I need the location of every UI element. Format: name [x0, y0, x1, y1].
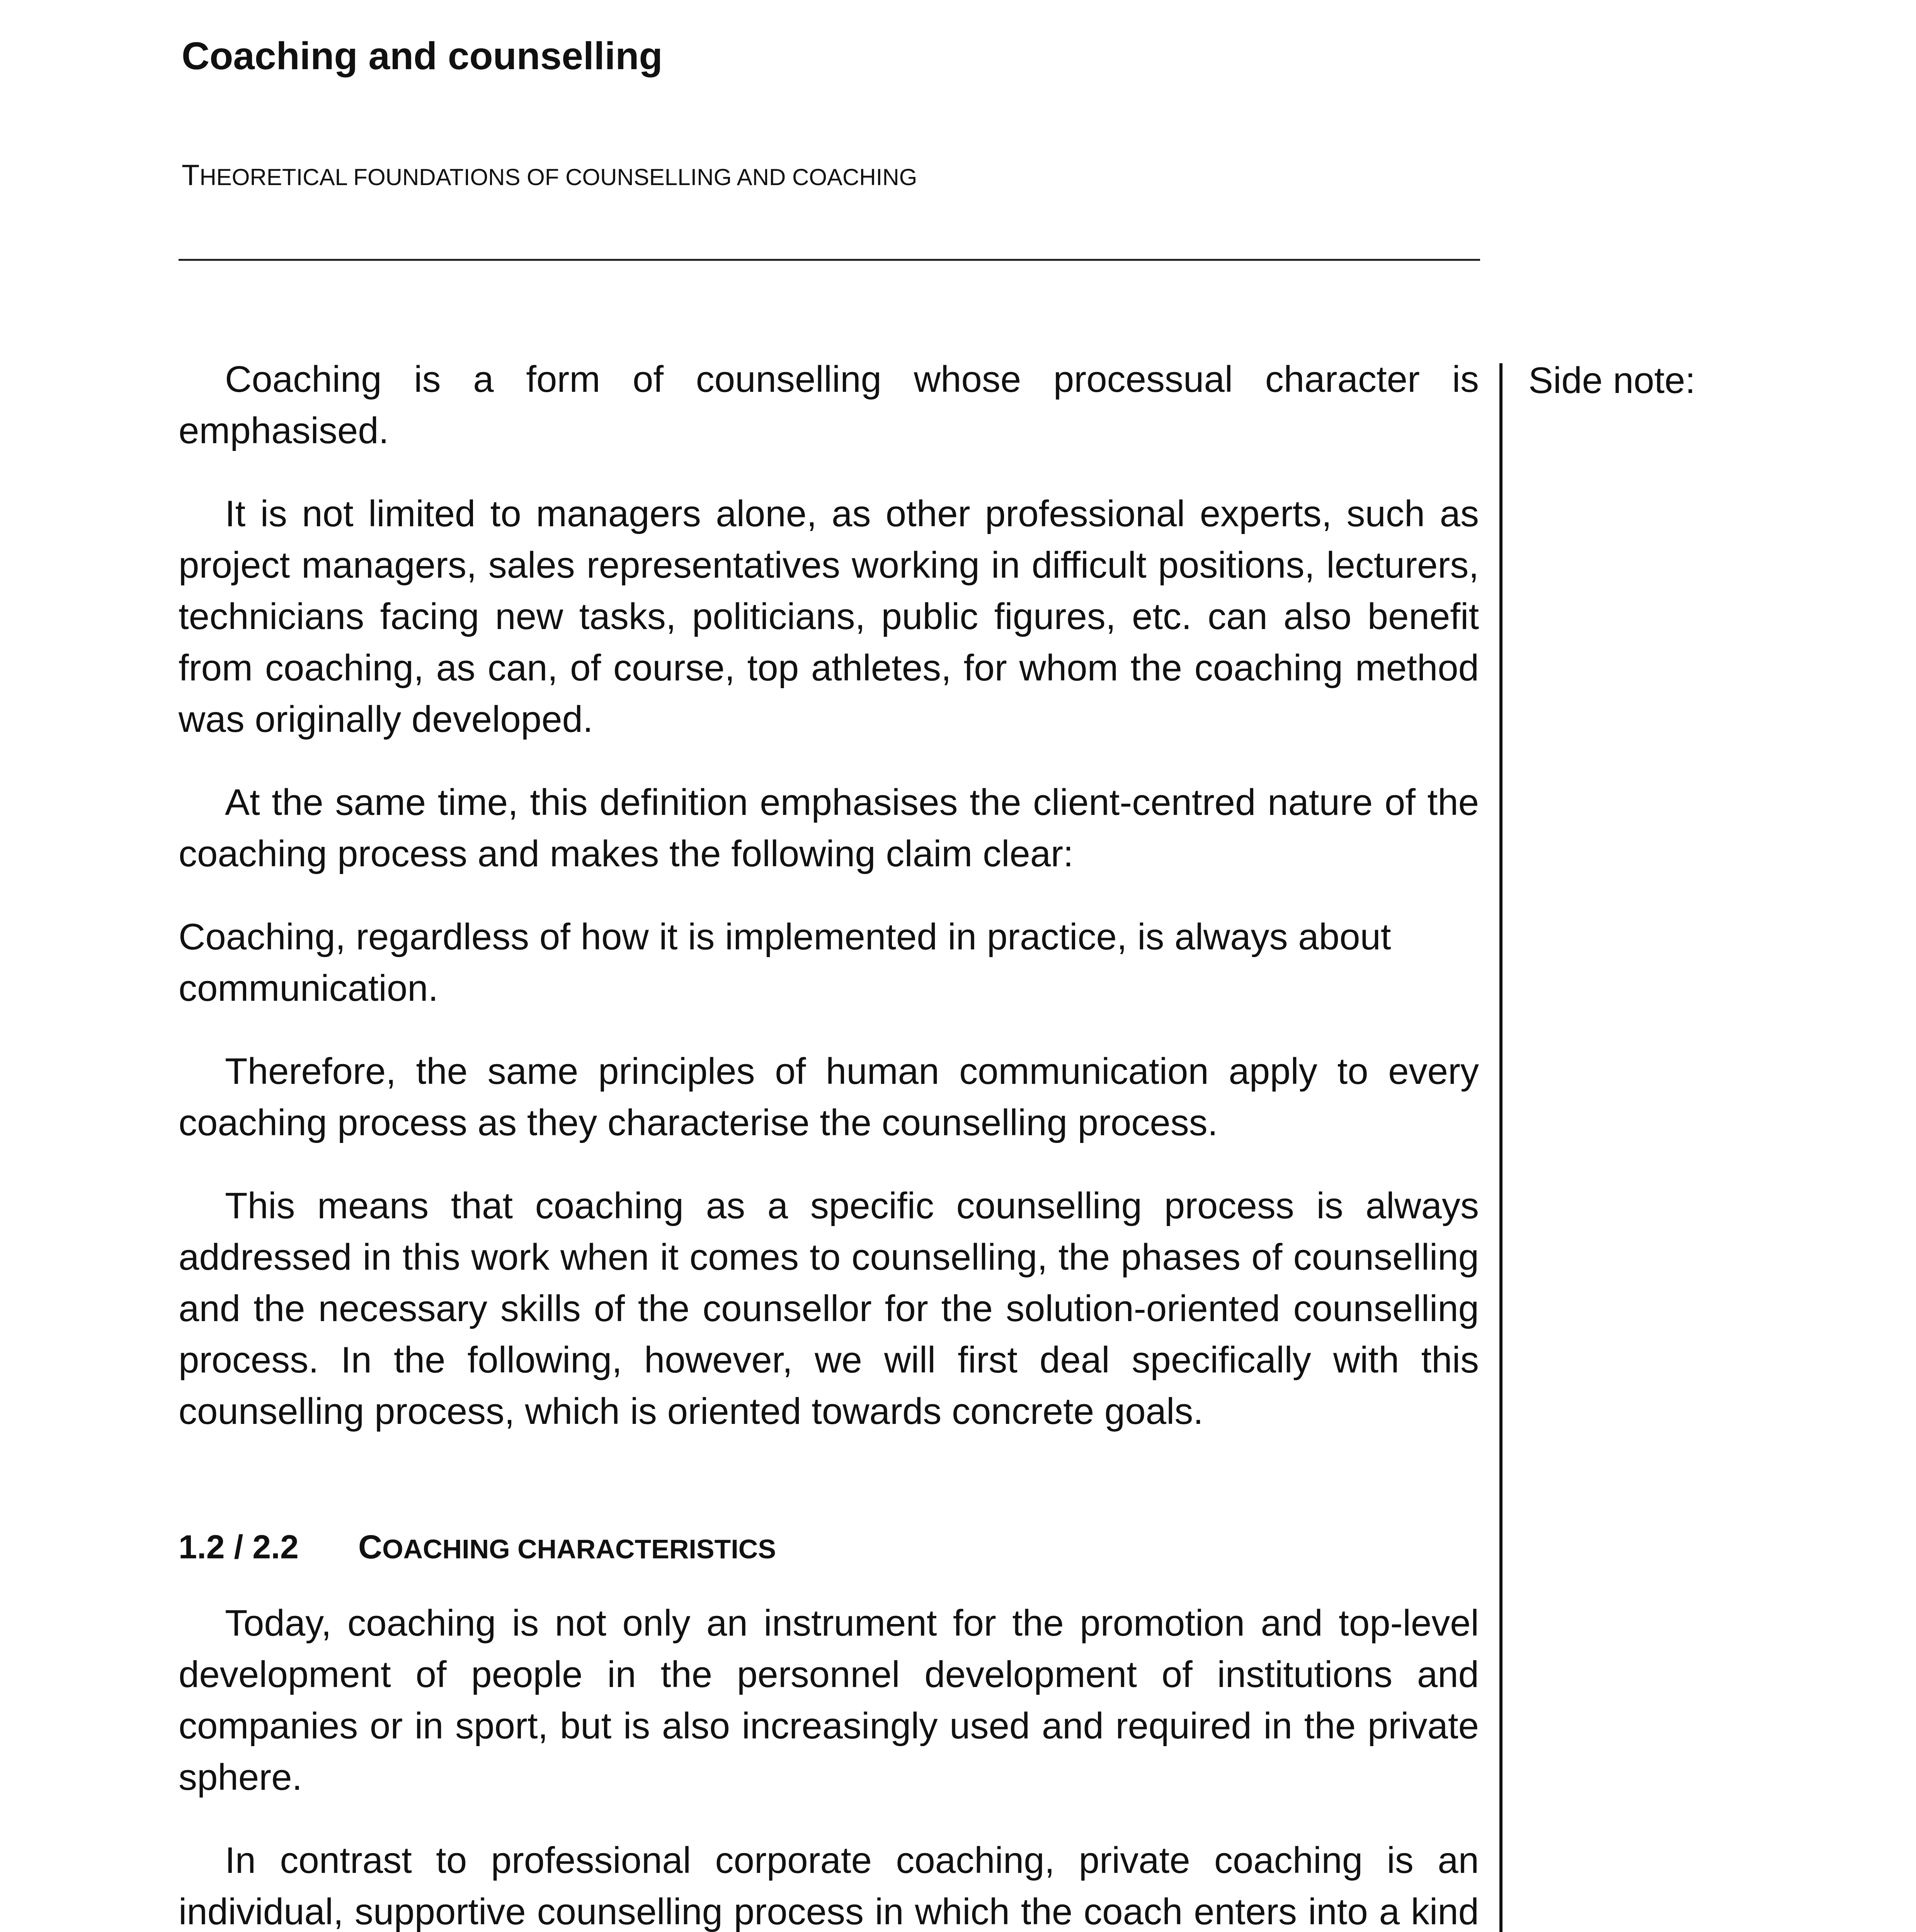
paragraph: Today, coaching is not only an instrument for the promotion and top-level development of people in the personnel development of institutions and companies or in sport, but is also increasingly used and required in the private sphere.	[179, 1602, 1479, 1798]
section-title-initial: C	[358, 1529, 383, 1566]
section-number: 1.2 / 2.2	[179, 1529, 299, 1566]
paragraph: In contrast to professional corporate coaching, private coaching is an individual, supportive counselling process in which the coach enters into a kind	[179, 1840, 1479, 1932]
section-title-rest: OACHING CHARACTERISTICS	[382, 1534, 776, 1564]
side-note-label: Side note:	[1528, 360, 1696, 401]
book-title: Coaching and counselling	[182, 34, 663, 78]
section-title	[358, 1529, 776, 1566]
paragraph: It is not limited to managers alone, as other professional experts, such as project managers, sales representatives working in difficult positions, lecturers, technicians facing new tasks, politicians, public figures, etc. can also benefit from coaching, as can, of course, top athletes, for whom the coaching method was originally developed.	[179, 493, 1479, 740]
paragraph-unindented: Coaching, regardless of how it is implemented in practice, is always about communication.	[179, 916, 1391, 1009]
paragraph: Coaching is a form of counselling whose processual character is emphasised.	[179, 359, 1479, 451]
side-note-divider	[1499, 363, 1503, 1932]
main-text-column	[179, 354, 1479, 1932]
chapter-title-initial: T	[182, 159, 200, 192]
paragraph: Therefore, the same principles of human communication apply to every coaching process as they characterise the counselling process.	[179, 1051, 1479, 1143]
chapter-title	[182, 158, 917, 192]
section-heading	[179, 1526, 1479, 1570]
paragraph: This means that coaching as a specific counselling process is always addressed in this work when it comes to counselling, the phases of counselling and the necessary skills of the counsellor for the solution-oriented counselling process. In the following, however, we will first deal specifically with this counselling process, which is oriented towards concrete goals.	[179, 1185, 1479, 1432]
header-divider	[179, 259, 1480, 261]
paragraph: At the same time, this definition emphasises the client-centred nature of the coaching process and makes the following claim clear:	[179, 782, 1479, 874]
chapter-title-rest: HEORETICAL FOUNDATIONS OF COUNSELLING AND COACHING	[199, 164, 917, 190]
